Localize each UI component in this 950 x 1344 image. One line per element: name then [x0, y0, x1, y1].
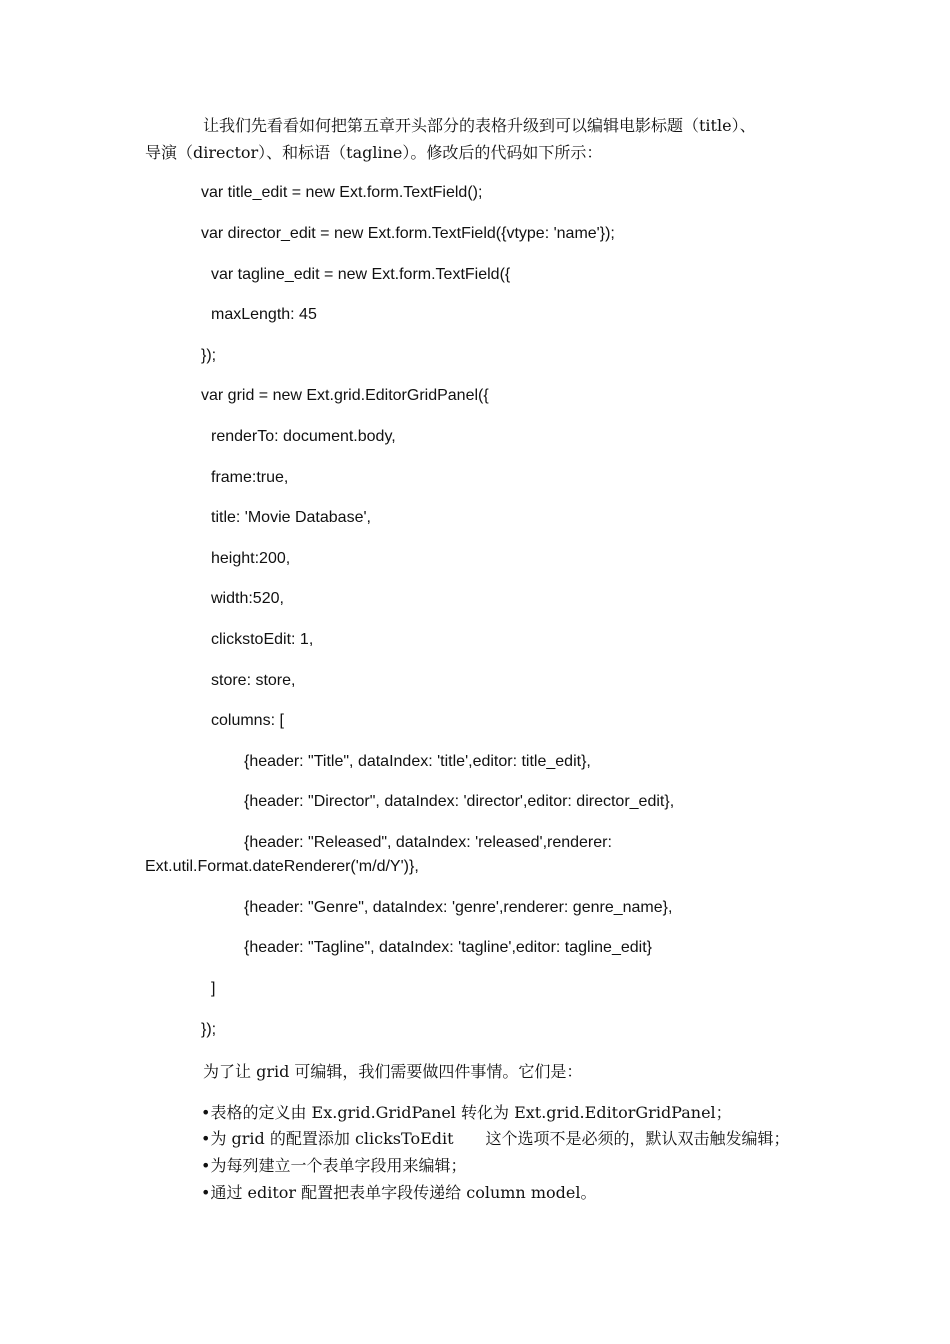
- intro-paragraph-line-2: 导演（director）、和标语（tagline）。修改后的代码如下所示：: [145, 143, 603, 162]
- code-line: var tagline_edit = new Ext.form.TextField({: [211, 266, 511, 283]
- list-item-text: 通过 editor 配置把表单字段传递给 column model。: [210, 1183, 597, 1202]
- list-item-text: 表格的定义由 Ex.grid.GridPanel 转化为 Ext.grid.EditorGridPanel；: [210, 1103, 732, 1122]
- list-item: [201, 1182, 596, 1204]
- code-line: {header: "Director", dataIndex: 'director',editor: director_edit},: [244, 793, 675, 810]
- code-line: frame:true,: [211, 469, 289, 486]
- list-item: [201, 1128, 790, 1150]
- intro-paragraph-line-1: 让我们先看看如何把第五章开头部分的表格升级到可以编辑电影标题（title）、: [203, 116, 756, 135]
- code-line: width:520,: [211, 590, 284, 607]
- code-line: });: [201, 347, 217, 364]
- bullet-icon: •: [201, 1183, 211, 1202]
- code-line: clickstoEdit: 1,: [211, 631, 314, 648]
- list-item-text: 为每列建立一个表单字段用来编辑；: [210, 1156, 467, 1175]
- code-line: ]: [211, 980, 216, 997]
- code-line: renderTo: document.body,: [211, 428, 396, 445]
- code-line: {header: "Title", dataIndex: 'title',editor: title_edit},: [244, 753, 591, 770]
- code-line: {header: "Genre", dataIndex: 'genre',renderer: genre_name},: [244, 899, 673, 916]
- code-line: title: 'Movie Database',: [211, 509, 371, 526]
- bullet-icon: •: [201, 1103, 211, 1122]
- code-line: var grid = new Ext.grid.EditorGridPanel({: [201, 387, 489, 404]
- summary-paragraph: 为了让 grid 可编辑，我们需要做四件事情。它们是：: [203, 1062, 583, 1081]
- code-line: {header: "Released", dataIndex: 'released',renderer:: [244, 834, 612, 851]
- bullet-icon: •: [201, 1156, 211, 1175]
- list-item-text: 为 grid 的配置添加 clicksToEdit 这个选项不是必须的，默认双击触发编辑；: [210, 1129, 790, 1148]
- code-line: height:200,: [211, 550, 291, 567]
- list-item: [201, 1155, 466, 1177]
- code-line: columns: [: [211, 712, 284, 729]
- code-line: var title_edit = new Ext.form.TextField();: [201, 184, 483, 201]
- code-line: {header: "Tagline", dataIndex: 'tagline',editor: tagline_edit}: [244, 939, 652, 956]
- list-item: [201, 1102, 732, 1124]
- code-line: maxLength: 45: [211, 306, 317, 323]
- bullet-icon: •: [201, 1129, 211, 1148]
- code-line: });: [201, 1021, 217, 1038]
- code-line: Ext.util.Format.dateRenderer('m/d/Y')},: [145, 858, 419, 875]
- code-line: store: store,: [211, 672, 296, 689]
- code-line: var director_edit = new Ext.form.TextField({vtype: 'name'});: [201, 225, 615, 242]
